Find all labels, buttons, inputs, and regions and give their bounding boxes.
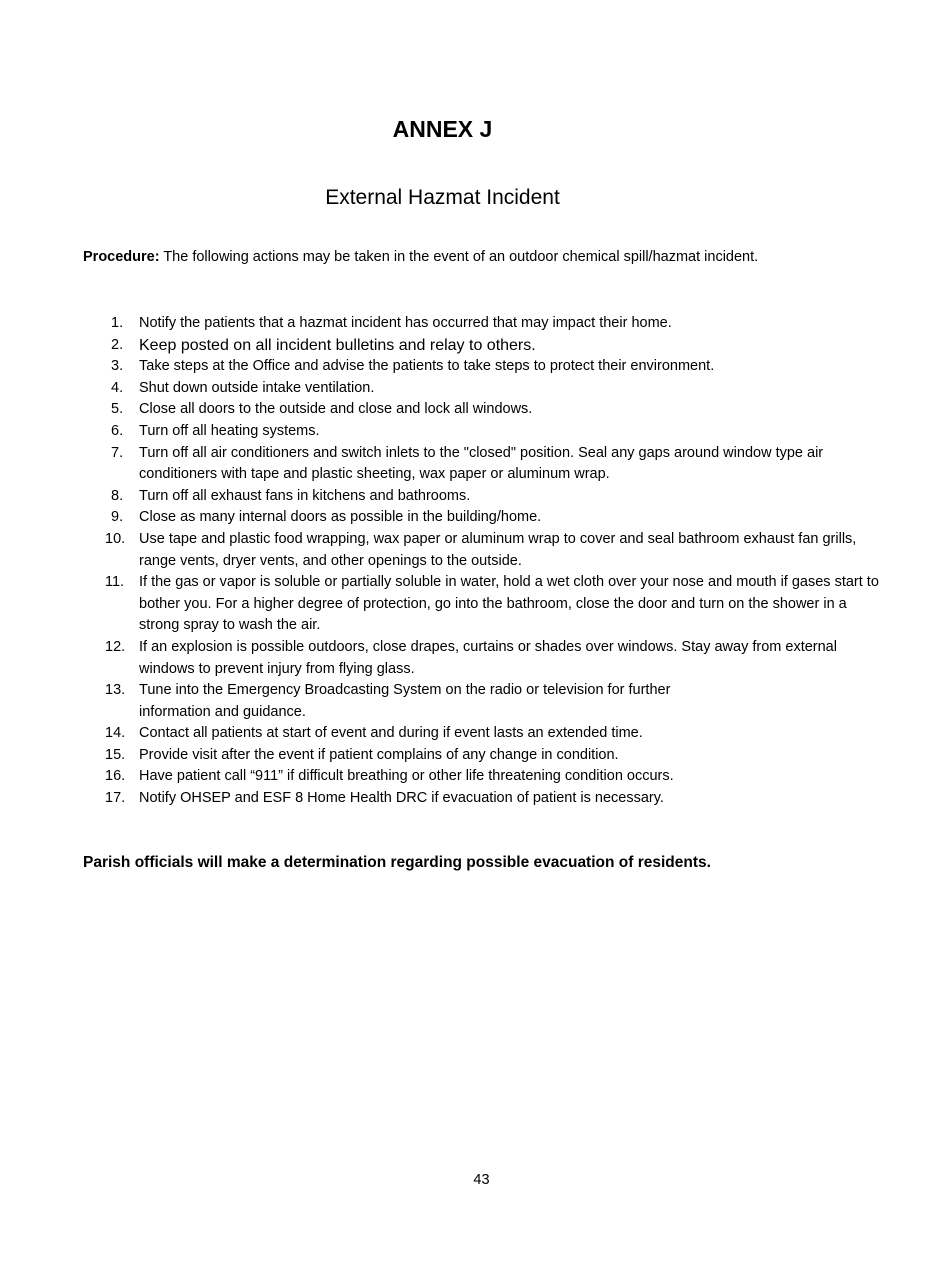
step-text: Take steps at the Office and advise the patients to take steps to protect their environment. [139,358,715,375]
annex-title: ANNEX J [392,116,493,142]
step-text: Tune into the Emergency Broadcasting System on the radio or television for further [139,682,671,699]
procedure-intro [83,246,773,268]
step-number: 14. [105,725,126,742]
step-number: 12. [105,638,126,655]
step-number: 5. [111,401,124,418]
step-item [105,399,885,421]
step-number: 7. [111,444,124,461]
step-text: Keep posted on all incident bulletins and relay to others. [139,336,536,354]
step-item [105,529,885,572]
step-number: 10. [105,530,126,547]
step-item [105,421,885,443]
step-item [105,335,885,357]
step-number: 15. [105,746,126,763]
conclusion-statement: Parish officials will make a determination regarding possible evacuation of residents. [83,854,711,871]
procedure-steps-list [105,313,885,810]
document-subtitle: External Hazmat Incident [325,186,560,209]
step-item [105,486,885,508]
step-item [105,745,885,767]
step-text: Notify the patients that a hazmat incident has occurred that may impact their home. [139,315,672,331]
step-item [105,723,885,745]
step-number: 11. [105,574,125,591]
step-item [105,356,885,378]
step-number: 4. [111,379,124,396]
step-item [105,443,885,486]
step-text: Shut down outside intake ventilation. [139,379,375,396]
step-number: 6. [111,422,124,439]
step-text: Turn off all heating systems. [139,422,320,439]
step-item [105,788,885,810]
step-text: Close as many internal doors as possible in the building/home. [139,509,542,526]
step-text-continued: information and guidance. [139,703,306,720]
step-number: 16. [105,768,126,785]
step-item [105,637,885,680]
step-text: Provide visit after the event if patient complains of any change in condition. [139,746,619,763]
step-text: Close all doors to the outside and close and lock all windows. [139,401,533,418]
step-item [105,572,885,637]
step-text: Use tape and plastic food wrapping, wax paper or aluminum wrap to cover and seal bathroom exhaust fan grills, range vents, dryer vents, and other openings to the outside. [139,530,857,569]
step-item [105,766,885,788]
step-text: Notify OHSEP and ESF 8 Home Health DRC if evacuation of patient is necessary. [139,790,664,807]
step-number: 8. [111,487,124,504]
step-item [105,680,885,723]
step-text-block [139,680,885,723]
step-number: 2. [111,336,124,353]
step-text: Turn off all air conditioners and switch inlets to the "closed" position. Seal any gaps around window type air conditioners with tape and plastic sheeting, wax paper or aluminum wrap. [139,444,824,483]
step-text: Have patient call “911” if difficult breathing or other life threatening condition occurs. [139,768,674,785]
step-number: 13. [105,682,126,699]
step-item [105,378,885,400]
step-item [105,313,885,335]
step-text: If the gas or vapor is soluble or partially soluble in water, hold a wet cloth over your nose and mouth if gases start to bother you. For a higher degree of protection, go into the bathroom, close the door and turn on the shower in a strong spray to wash the air. [139,574,879,634]
step-item [105,507,885,529]
step-number: 17. [105,790,126,807]
step-text: Contact all patients at start of event and during if event lasts an extended time. [139,725,643,742]
step-text: Turn off all exhaust fans in kitchens and bathrooms. [139,487,471,504]
step-number: 9. [111,509,124,526]
step-number: 1. [111,315,124,331]
page-number: 43 [473,1172,490,1188]
procedure-text: The following actions may be taken in the event of an outdoor chemical spill/hazmat incident. [159,249,759,265]
step-number: 3. [111,358,124,375]
procedure-label: Procedure: [83,249,160,265]
step-text: If an explosion is possible outdoors, close drapes, curtains or shades over windows. Stay away from external windows to prevent injury from flying glass. [139,638,837,677]
